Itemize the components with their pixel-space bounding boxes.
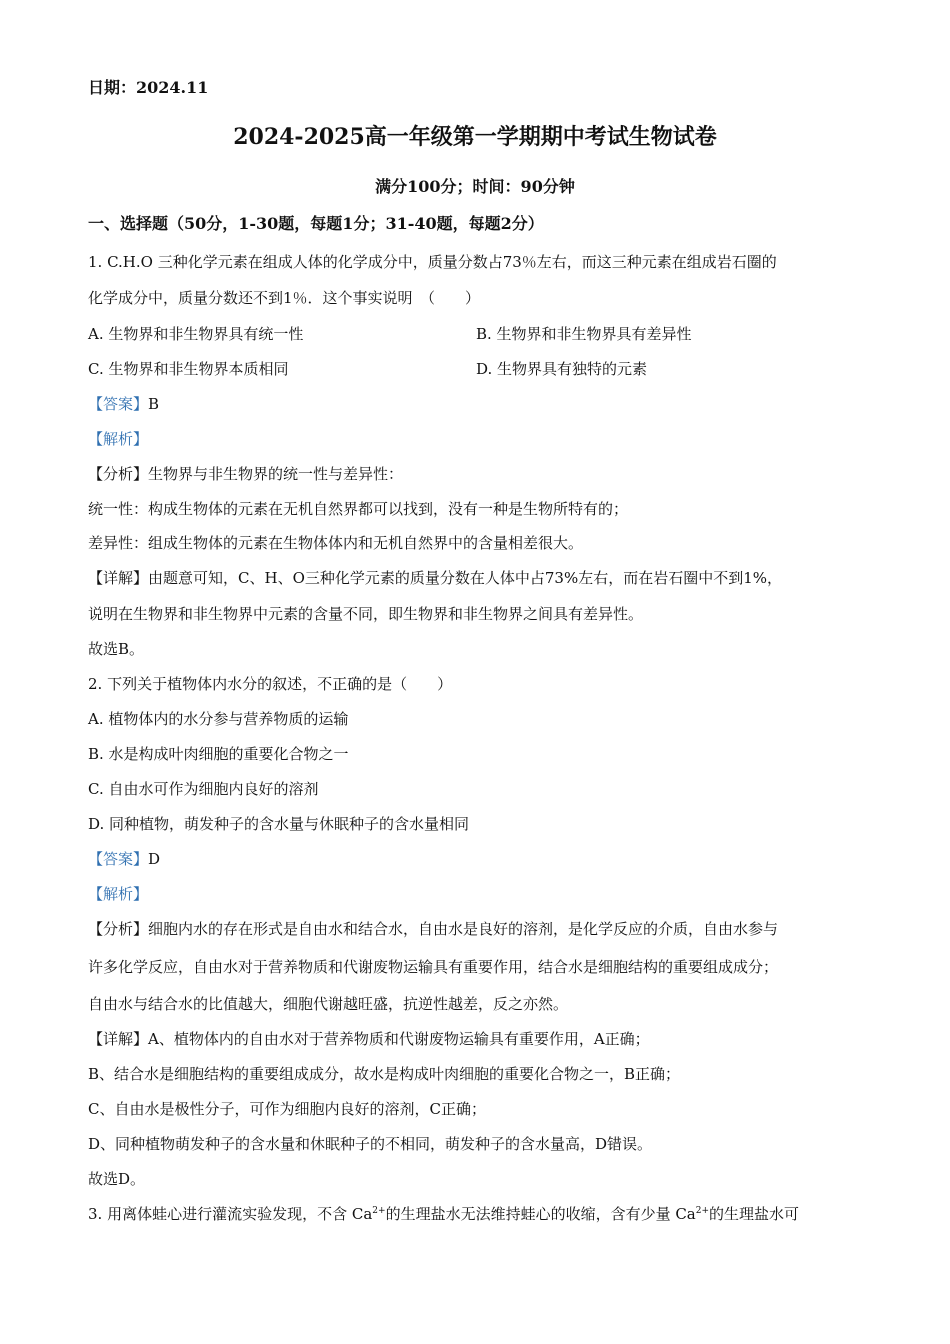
- q2-option-c: C. 自由水可作为细胞内良好的溶剂: [88, 780, 319, 798]
- answer-tag: 【答案】: [88, 395, 149, 413]
- detail-text: A、植物体内的自由水对于营养物质和代谢废物运输具有重要作用，A正确；: [148, 1030, 650, 1048]
- q2-detail-b: B、结合水是细胞结构的重要组成成分，故水是构成叶肉细胞的重要化合物之一，B正确；: [88, 1065, 681, 1083]
- q3-part2: 的生理盐水无法维持蛙心的收缩，含有少量 Ca: [385, 1205, 696, 1223]
- q1-option-a: A. 生物界和非生物界具有统一性: [88, 325, 304, 343]
- q1-option-d: D. 生物界具有独特的元素: [476, 360, 648, 378]
- q1-conclusion: 故选B。: [88, 640, 145, 658]
- q3-part3: 的生理盐水可: [709, 1205, 800, 1223]
- q2-fenxi-line3: 自由水与结合水的比值越大，细胞代谢越旺盛，抗逆性越差，反之亦然。: [88, 995, 569, 1013]
- exam-subtitle: 满分100分；时间：90分钟: [375, 177, 575, 196]
- q2-option-a: A. 植物体内的水分参与营养物质的运输: [88, 710, 349, 728]
- q1-option-c: C. 生物界和非生物界本质相同: [88, 360, 289, 378]
- q2-analysis-tag: 【解析】: [88, 885, 149, 903]
- q1-detail-line2: 说明在生物界和非生物界中元素的含量不同，即生物界和非生物界之间具有差异性。: [88, 605, 644, 623]
- q1-diff: 差异性：组成生物体的元素在生物体体内和无机自然界中的含量相差很大。: [88, 534, 584, 552]
- fenxi-text: 细胞内水的存在形式是自由水和结合水，自由水是良好的溶剂，是化学反应的介质，自由水参与: [148, 920, 779, 938]
- detail-tag: 【详解】: [88, 1030, 149, 1048]
- q2-stem: 2. 下列关于植物体内水分的叙述，不正确的是（ ）: [88, 675, 453, 693]
- q1-option-b: B. 生物界和非生物界具有差异性: [476, 325, 692, 343]
- exam-date: 日期：2024.11: [88, 78, 209, 97]
- q1-answer: [88, 394, 159, 414]
- q1-analysis-tag: 【解析】: [88, 430, 149, 448]
- q3-sup-2: 2+: [695, 1206, 710, 1216]
- fenxi-text: 生物界与非生物界的统一性与差异性：: [148, 465, 404, 483]
- detail-tag: 【详解】: [88, 569, 149, 587]
- answer-tag: 【答案】: [88, 850, 149, 868]
- q2-option-b: B. 水是构成叶肉细胞的重要化合物之一: [88, 745, 349, 763]
- q2-detail-d: D、同种植物萌发种子的含水量和休眠种子的不相同，萌发种子的含水量高，D错误。: [88, 1135, 653, 1153]
- q2-answer: [88, 849, 160, 869]
- q3-part1: 3. 用离体蛙心进行灌流实验发现，不含 Ca: [88, 1205, 373, 1223]
- q2-fenxi-line2: 许多化学反应，自由水对于营养物质和代谢废物运输具有重要作用，结合水是细胞结构的重要组成成分；: [88, 958, 779, 976]
- section-heading: 一、选择题（50分，1-30题，每题1分；31-40题，每题2分）: [88, 214, 544, 233]
- q2-option-d: D. 同种植物，萌发种子的含水量与休眠种子的含水量相同: [88, 815, 470, 833]
- q1-fenxi: [88, 464, 403, 484]
- q1-unity: 统一性：构成生物体的元素在无机自然界都可以找到，没有一种是生物所特有的；: [88, 500, 629, 518]
- q3-stem-line1: [88, 1204, 799, 1224]
- fenxi-tag: 【分析】: [88, 920, 149, 938]
- detail-text: 由题意可知，C、H、O三种化学元素的质量分数在人体中占73%左右，而在岩石圈中不到1%，: [148, 569, 783, 587]
- q3-sup-1: 2+: [372, 1206, 386, 1216]
- q2-detail-c: C、自由水是极性分子，可作为细胞内良好的溶剂，C正确；: [88, 1100, 486, 1118]
- exam-title: 2024-2025高一年级第一学期期中考试生物试卷: [233, 124, 717, 150]
- q1-detail-line1: [88, 568, 782, 588]
- answer-value: B: [148, 395, 160, 413]
- q2-conclusion: 故选D。: [88, 1170, 146, 1188]
- answer-value: D: [148, 850, 161, 868]
- fenxi-tag: 【分析】: [88, 465, 149, 483]
- q2-detail-a: [88, 1029, 650, 1049]
- q1-stem-line2: 化学成分中，质量分数还不到1％．这个事实说明 （ ）: [88, 289, 481, 307]
- q2-fenxi-line1: [88, 919, 778, 939]
- q1-stem-line1: 1. C.H.O 三种化学元素在组成人体的化学成分中，质量分数占73％左右，而这三种元素在组成岩石圈的: [88, 253, 777, 271]
